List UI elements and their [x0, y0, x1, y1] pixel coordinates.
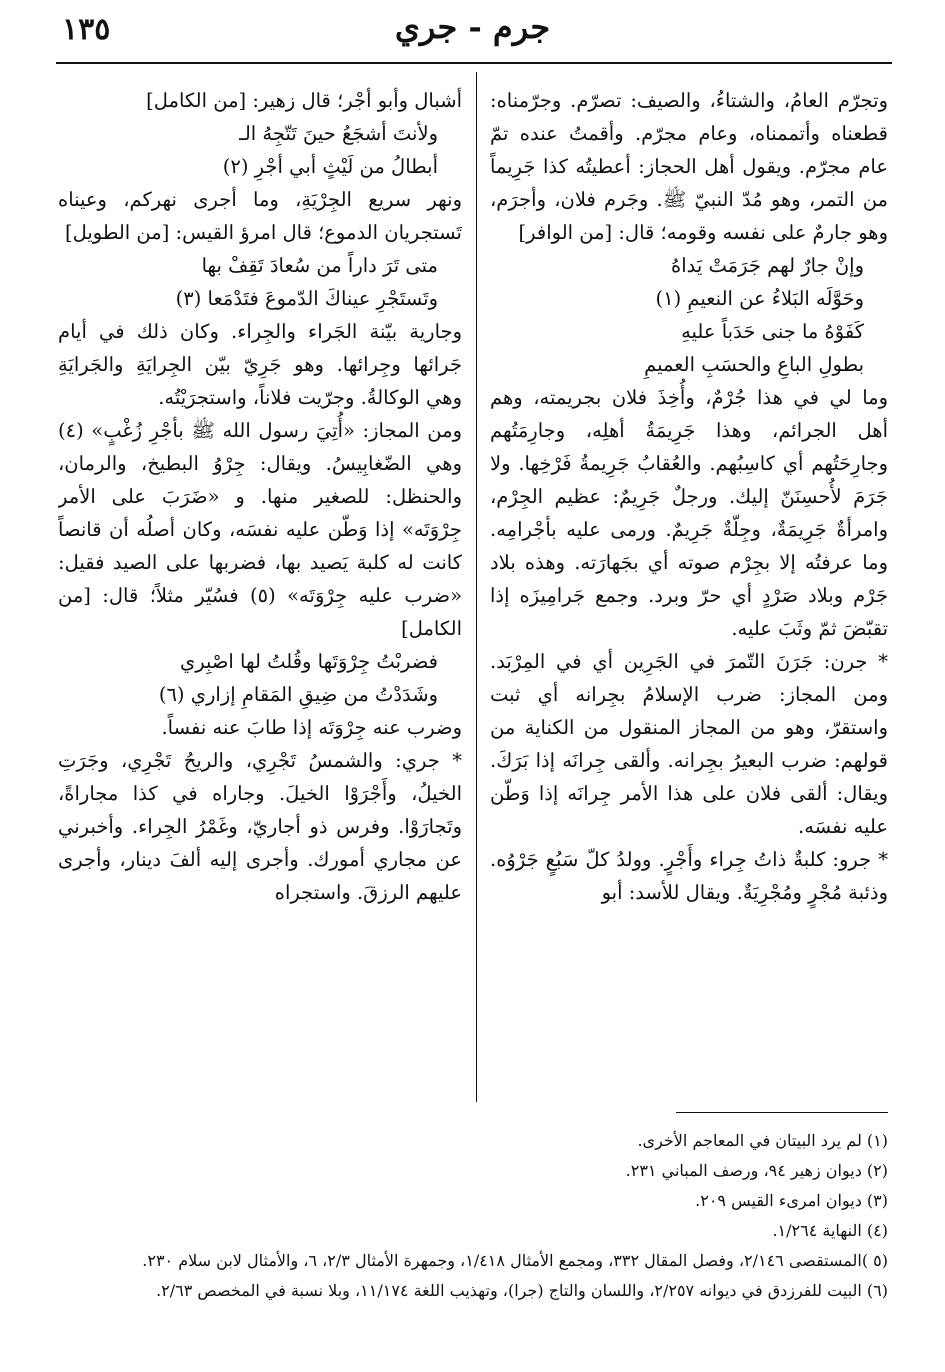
footnote: (٢) ديوان زهير ٩٤، ورصف المباني ٢٣١.	[625, 1161, 888, 1180]
footnotes	[52, 1126, 888, 1306]
left-column	[58, 84, 462, 909]
verse	[58, 117, 462, 183]
verse	[58, 645, 462, 711]
paragraph: وتجرّم العامُ، والشتاءُ، والصيف: تصرّم. وجرّمناه: قطعناه وأتممناه، وعام مجرّم. وأقمتُ عنده تمّ عام مجرّم. ويقول أهل الحجاز: أعطيتُه كذا جَرِيماً من التمر، وهو مُدّ النبيّ ﷺ. وجَرم فلان، وأجرَم، وهو جارمٌ على نفسه وقومه؛ قال: [من الوافر]	[490, 89, 888, 244]
entry-jarn: * جرن: جَرَنَ التّمرَ في الجَرِين أي في المِرْبَد. ومن المجاز: ضرب الإسلامُ بجِرانه أي ثبت واستقرّ، وهو من المجاز المنقول من الكناية من قولهم: ضرب البعيرُ بجِرانه. وألقى جِرانَه إذا بَرَكَ. ويقال: ألقى فلان على هذا الأمر جِرانَه إذا وَطّن عليه نفسَه.	[490, 650, 888, 838]
paragraph: ومن المجاز: «أُتِيَ رسول الله ﷺ بأجْرِ زُغْبٍ» (٤) وهي الضّغابِيسُ. ويقال: جِرْوُ البطيخ، والرمان، والحنظل: للصغير منها. و «ضَرَبَ على الأمر جِرْوَتَه» إذا وَطّن عليه نفسَه، وكان أصلُه أن قانصاً كانت له كلبة يَصيد بها، فضربها على الصيد فقيل: «ضرب عليه جِرْوَتَه» (٥) فسُيّر مثلاً؛ قال: [من الكامل]	[58, 419, 462, 640]
verse	[58, 249, 462, 315]
footnote: (٣) ديوان امرىء القيس ٢٠٩.	[695, 1191, 888, 1210]
verse-line: بطولِ الباعِ والحسَبِ العميمِ	[644, 353, 864, 376]
page-title: جرم - جري	[394, 8, 551, 46]
footnote: (٤) النهاية ١/٢٦٤.	[772, 1221, 888, 1240]
right-column	[490, 84, 888, 909]
verse-line: وشَدَدْتُ من ضِيقِ المَقامِ إزاري (٦)	[158, 683, 438, 706]
footnote: (٦) البيت للفرزدق في ديوانه ٢/٢٥٧، واللسان والتاج (جرا)، وتهذيب اللغة ١١/١٧٤، وبلا نسبة في المخصص ٢/٦٣.	[156, 1281, 888, 1300]
page-number: ١٣٥	[62, 12, 111, 47]
paragraph: أشبال وأبو أجْر؛ قال زهير: [من الكامل]	[146, 89, 462, 112]
verse-line: وحَوَّلَه البَلاءُ عن النعيمِ (١)	[655, 287, 864, 310]
paragraph: وما لي في هذا جُرْمٌ، وأُخِذَ فلان بجريمته، وهم أهل الجرائم، وهذا جَرِيمَةُ أهلِه، وجارِمَتُهم وجارِحَتُهم أي كاسِبُهم. والعُقابُ جَرِيمةُ فَرْخِها. ولا جَرَمَ لأُحسِنَنّ إليك. ورجلٌ جَرِيمٌ: عظيم الجِرْم، وامرأةٌ جَرِيمَةٌ، وجِلّةٌ جَرِيمٌ. ورمى عليه بأجْرامِه. وما عرفتُه إلا بجِرْم صوته أي بجَهارَته. وهذه بلاد جَرْم وبلاد صَرْدٍ أي حرّ وبرد. وجمع جَرامِيزَه إذا تقبّضَ ثمّ وثَبَ عليه.	[490, 386, 888, 640]
verse-line: أبطالُ من لَيْثٍ أبي أجْرِ (٢)	[222, 155, 438, 178]
paragraph: وضرب عنه جِرْوَتَه إذا طابَ عنه نفساً.	[161, 716, 462, 739]
verse	[490, 249, 888, 381]
verse-line: كَفَوْهُ ما جنى حَدَباً عليهِ	[681, 320, 864, 343]
verse-line: وإنْ جارٌ لهم جَرَمَتْ يَداهُ	[671, 254, 864, 277]
entry-jarw: * جرو: كلبةٌ ذاتُ جِراء وأَجْرٍ. وولدُ كلّ سَبُعٍ جَرْوُه. وذئبة مُجْرٍ ومُجْرِيَةٌ. ويقال للأسد: أبو	[490, 848, 888, 904]
verse-line: فضربْتُ جِرْوَتَها وقُلتُ لها اصْبِري	[179, 650, 438, 673]
header-rule	[56, 62, 892, 64]
footnote-rule	[676, 1112, 888, 1113]
column-divider	[476, 72, 477, 1102]
footnote: (١) لم يرد البيتان في المعاجم الأخرى.	[637, 1131, 888, 1150]
verse-line: ولأنتَ أشجَعُ حينَ تَتّجِهُ الـ	[239, 122, 438, 145]
entry-jari: * جري: والشمسُ تَجْرِي، والريحُ تَجْرِي، وجَرَتِ الخيلُ، وأَجْرَوْا الخيلَ. وجاراه في كذا مجاراةً، وتَجارَوْا. وفرس ذو أجاريّ، وغَمْرُ الجِراء. وأخبرني عن مجاري أمورك. وأجرى إليه ألفَ دينار، وأجرى عليهم الرزقَ. واستجراه	[58, 749, 462, 904]
paragraph: ونهر سريع الجِرْيَةِ، وما أجرى نهركم، وعيناه تَستجريان الدموع؛ قال امرؤ القيس: [من الطويل]	[58, 188, 462, 244]
verse-line: متى تَرَ داراً من سُعادَ تَقِفْ بها	[201, 254, 438, 277]
verse-line: وتَستَجْرِ عيناكَ الدّموعَ فتَدْمَعا (٣)	[175, 287, 438, 310]
paragraph: وجارية بيّنة الجَراء والجِراء. وكان ذلك في أيام جَرائها وجِرائها. وهو جَرِيّ بيّن الجِرايَةِ والجَرايَةِ وهي الوكالةُ. وجرّيت فلاناً، واستجرَيْتُه.	[58, 320, 462, 409]
footnote: (٥ )المستقصى ٢/١٤٦، وفصل المقال ٣٣٢، ومجمع الأمثال ١/٤١٨، وجمهرة الأمثال ٢/٣، ٦، والأمثال لابن سلام ٢٣٠.	[142, 1251, 888, 1270]
